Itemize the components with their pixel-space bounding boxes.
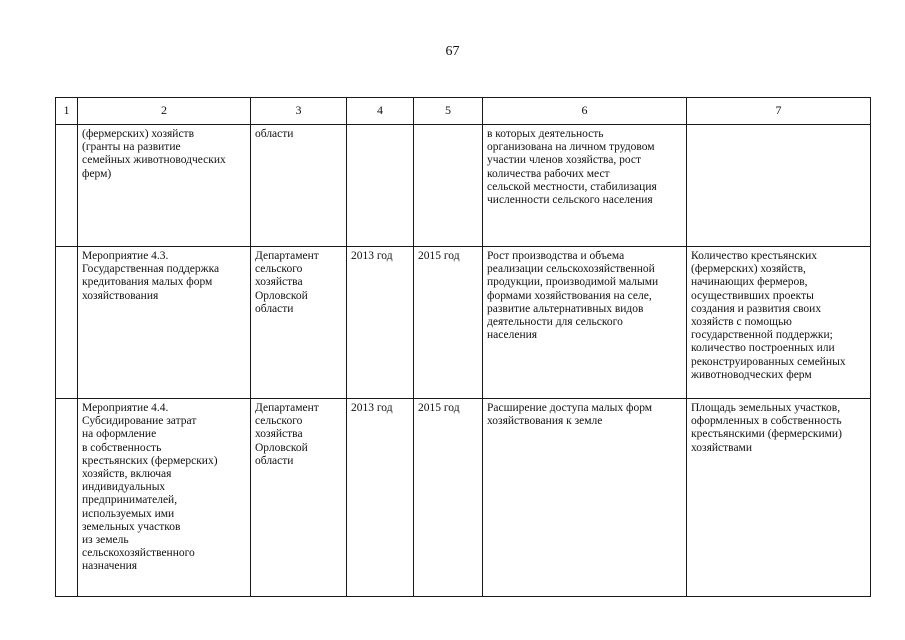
- column-header-7: 7: [687, 98, 871, 125]
- indicator-cell: Площадь земельных участков, оформленных в собственность крестьянскими (фермерскими) хозяйствами: [687, 399, 871, 597]
- column-header-3: 3: [251, 98, 347, 125]
- page-number: 67: [445, 44, 460, 59]
- table-row: [56, 247, 871, 399]
- program-measures-table: [55, 97, 871, 597]
- end-year-cell: 2015 год: [414, 399, 483, 597]
- indicator-cell: Количество крестьянских (фермерских) хозяйств, начинающих фермеров, осуществивших проекты создания и развития своих хозяйств с помощью государственной поддержки; количество построенных или реконструированных семейных животноводческих ферм: [687, 247, 871, 399]
- column-header-2: 2: [78, 98, 251, 125]
- executor-cell: Департамент сельского хозяйства Орловской области: [251, 399, 347, 597]
- expected-result-cell: Рост производства и объема реализации сельскохозяйственной продукции, производимой малыми формами хозяйствования на селе, развитие альтернативных видов деятельности для сельского населения: [483, 247, 687, 399]
- row-number-cell: [56, 125, 78, 247]
- start-year-cell: 2013 год: [347, 247, 414, 399]
- measure-name-cell: (фермерских) хозяйств (гранты на развитие семейных животноводческих ферм): [78, 125, 251, 247]
- table-row: [56, 125, 871, 247]
- table-row: [56, 399, 871, 597]
- table-header-row: [56, 98, 871, 125]
- indicator-cell: [687, 125, 871, 247]
- expected-result-cell: Расширение доступа малых форм хозяйствования к земле: [483, 399, 687, 597]
- end-year-cell: [414, 125, 483, 247]
- start-year-cell: [347, 125, 414, 247]
- column-header-1: 1: [56, 98, 78, 125]
- executor-cell: Департамент сельского хозяйства Орловской области: [251, 247, 347, 399]
- expected-result-cell: в которых деятельность организована на личном трудовом участии членов хозяйства, рост количества рабочих мест сельской местности, стабилизация численности сельского населения: [483, 125, 687, 247]
- measure-name-cell: Мероприятие 4.4. Субсидирование затрат на оформление в собственность крестьянских (фермерских) хозяйств, включая индивидуальных предпринимателей, используемых ими земельных участков из земель сельскохозяйственного назначения: [78, 399, 251, 597]
- column-header-4: 4: [347, 98, 414, 125]
- row-number-cell: [56, 399, 78, 597]
- row-number-cell: [56, 247, 78, 399]
- end-year-cell: 2015 год: [414, 247, 483, 399]
- start-year-cell: 2013 год: [347, 399, 414, 597]
- column-header-6: 6: [483, 98, 687, 125]
- executor-cell: области: [251, 125, 347, 247]
- column-header-5: 5: [414, 98, 483, 125]
- measure-name-cell: Мероприятие 4.3. Государственная поддержка кредитования малых форм хозяйствования: [78, 247, 251, 399]
